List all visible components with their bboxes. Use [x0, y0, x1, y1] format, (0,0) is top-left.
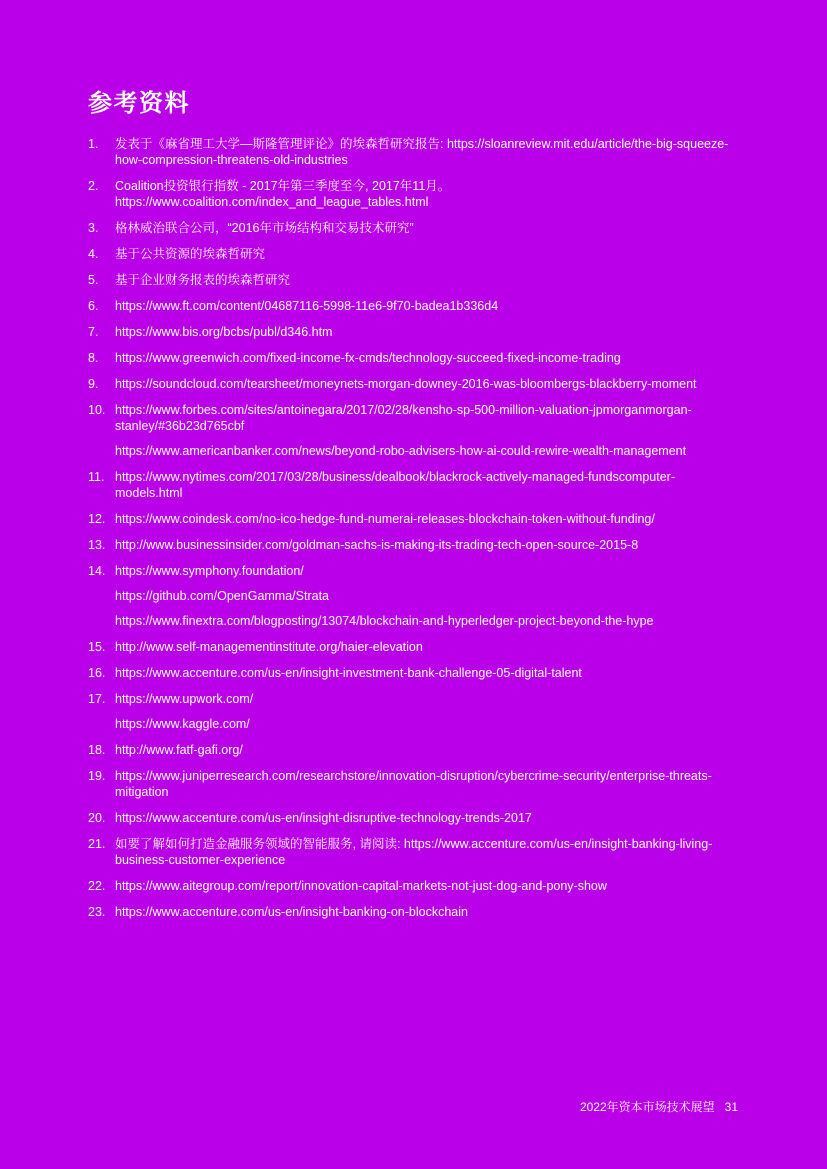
reference-text [115, 298, 739, 314]
reference-number: 7. [88, 325, 99, 339]
reference-item [88, 511, 739, 527]
reference-number: 12. [88, 512, 106, 526]
reference-number: 15. [88, 640, 106, 654]
reference-text [115, 402, 739, 459]
reference-text [115, 246, 739, 262]
reference-number: 17. [88, 692, 106, 706]
footer-page-number: 31 [724, 1100, 738, 1114]
reference-item [88, 272, 739, 288]
reference-paragraph: https://www.ft.com/content/04687116-5998-11e6-9f70-badea1b336d4 [115, 299, 499, 313]
reference-item [88, 178, 739, 210]
reference-text [115, 511, 739, 527]
reference-paragraph: https://www.kaggle.com/ [115, 717, 250, 731]
reference-number: 1. [88, 137, 99, 151]
reference-paragraph: https://www.americanbanker.com/news/beyond-robo-advisers-how-ai-could-rewire-wealth-management [115, 444, 687, 458]
reference-number: 6. [88, 299, 99, 313]
reference-paragraph: https://www.accenture.com/us-en/insight-banking-on-blockchain [115, 905, 468, 919]
reference-text [115, 810, 739, 826]
reference-text [115, 836, 739, 868]
reference-text [115, 469, 739, 501]
reference-text [115, 639, 739, 655]
reference-text [115, 665, 739, 681]
reference-paragraph: Coalition投资银行指数 - 2017年第三季度至今, 2017年11月。https://www.coalition.com/index_and_league_tables.html [115, 179, 451, 209]
reference-item [88, 639, 739, 655]
reference-item [88, 742, 739, 758]
reference-item [88, 324, 739, 340]
reference-text [115, 691, 739, 732]
reference-paragraph: https://www.accenture.com/us-en/insight-disruptive-technology-trends-2017 [115, 811, 532, 825]
reference-number: 13. [88, 538, 106, 552]
reference-text [115, 768, 739, 800]
reference-number: 18. [88, 743, 106, 757]
reference-text [115, 220, 739, 236]
reference-number: 21. [88, 837, 106, 851]
reference-text [115, 376, 739, 392]
reference-text [115, 742, 739, 758]
reference-item [88, 836, 739, 868]
reference-item [88, 376, 739, 392]
reference-number: 3. [88, 221, 99, 235]
reference-paragraph: https://www.symphony.foundation/ [115, 564, 304, 578]
reference-paragraph: https://www.upwork.com/ [115, 692, 254, 706]
reference-number: 10. [88, 403, 106, 417]
page-title: 参考资料 [88, 90, 190, 117]
reference-item [88, 691, 739, 732]
reference-paragraph: 如要了解如何打造金融服务领域的智能服务, 请阅读: https://www.accenture.com/us-en/insight-banking-living-business-customer-experience [115, 837, 713, 867]
reference-number: 20. [88, 811, 106, 825]
reference-paragraph: https://soundcloud.com/tearsheet/moneynets-morgan-downey-2016-was-bloombergs-blackberry-moment [115, 377, 697, 391]
reference-item [88, 878, 739, 894]
reference-list [88, 136, 739, 930]
reference-paragraph: https://www.forbes.com/sites/antoinegara/2017/02/28/kensho-sp-500-million-valuation-jpmorganmorgan-stanley/#36b23d765cbf [115, 403, 692, 433]
reference-paragraph: https://www.coindesk.com/no-ico-hedge-fund-numerai-releases-blockchain-token-without-funding/ [115, 512, 655, 526]
reference-item [88, 246, 739, 262]
reference-paragraph: http://www.self-managementinstitute.org/haier-elevation [115, 640, 423, 654]
reference-number: 19. [88, 769, 106, 783]
reference-item [88, 665, 739, 681]
reference-paragraph: https://www.juniperresearch.com/researchstore/innovation-disruption/cybercrime-security/enterprise-threats-mitigation [115, 769, 712, 799]
page-footer [580, 1100, 738, 1114]
reference-text [115, 136, 739, 168]
reference-paragraph: https://www.aitegroup.com/report/innovation-capital-markets-not-just-dog-and-pony-show [115, 879, 607, 893]
reference-item [88, 402, 739, 459]
reference-number: 4. [88, 247, 99, 261]
reference-text [115, 563, 739, 629]
reference-item [88, 810, 739, 826]
reference-paragraph: https://www.bis.org/bcbs/publ/d346.htm [115, 325, 333, 339]
reference-item [88, 537, 739, 553]
reference-paragraph: http://www.businessinsider.com/goldman-sachs-is-making-its-trading-tech-open-source-2015-8 [115, 538, 639, 552]
reference-paragraph: https://www.greenwich.com/fixed-income-fx-cmds/technology-succeed-fixed-income-trading [115, 351, 621, 365]
reference-paragraph: http://www.fatf-gafi.org/ [115, 743, 243, 757]
reference-number: 2. [88, 179, 99, 193]
reference-number: 14. [88, 564, 106, 578]
reference-number: 9. [88, 377, 99, 391]
footer-doc-title: 2022年资本市场技术展望 [579, 1100, 715, 1114]
reference-paragraph: https://github.com/OpenGamma/Strata [115, 589, 329, 603]
reference-paragraph: 发表于《麻省理工大学—斯隆管理评论》的埃森哲研究报告: https://sloanreview.mit.edu/article/the-big-squeeze-how-compression-threatens-old-industries [115, 137, 729, 167]
reference-text [115, 537, 739, 553]
reference-item [88, 563, 739, 629]
reference-number: 11. [88, 470, 105, 484]
reference-paragraph: https://www.nytimes.com/2017/03/28/business/dealbook/blackrock-actively-managed-fundscomputer-models.html [115, 470, 675, 500]
reference-paragraph: https://www.accenture.com/us-en/insight-investment-bank-challenge-05-digital-talent [115, 666, 582, 680]
reference-text [115, 878, 739, 894]
reference-number: 8. [88, 351, 99, 365]
reference-text [115, 904, 739, 920]
reference-text [115, 350, 739, 366]
reference-item [88, 469, 739, 501]
reference-paragraph: 基于企业财务报表的埃森哲研究 [115, 273, 291, 287]
reference-paragraph: https://www.finextra.com/blogposting/13074/blockchain-and-hyperledger-project-beyond-the-hype [115, 614, 654, 628]
reference-paragraph: 格林威治联合公司，“2016年市场结构和交易技术研究” [115, 221, 414, 235]
reference-number: 5. [88, 273, 99, 287]
reference-item [88, 768, 739, 800]
reference-number: 22. [88, 879, 106, 893]
reference-paragraph: 基于公共资源的埃森哲研究 [115, 247, 266, 261]
reference-item [88, 350, 739, 366]
reference-item [88, 220, 739, 236]
reference-item [88, 298, 739, 314]
reference-item [88, 136, 739, 168]
reference-number: 16. [88, 666, 106, 680]
reference-item [88, 904, 739, 920]
reference-number: 23. [88, 905, 106, 919]
reference-text [115, 178, 739, 210]
reference-text [115, 324, 739, 340]
reference-text [115, 272, 739, 288]
